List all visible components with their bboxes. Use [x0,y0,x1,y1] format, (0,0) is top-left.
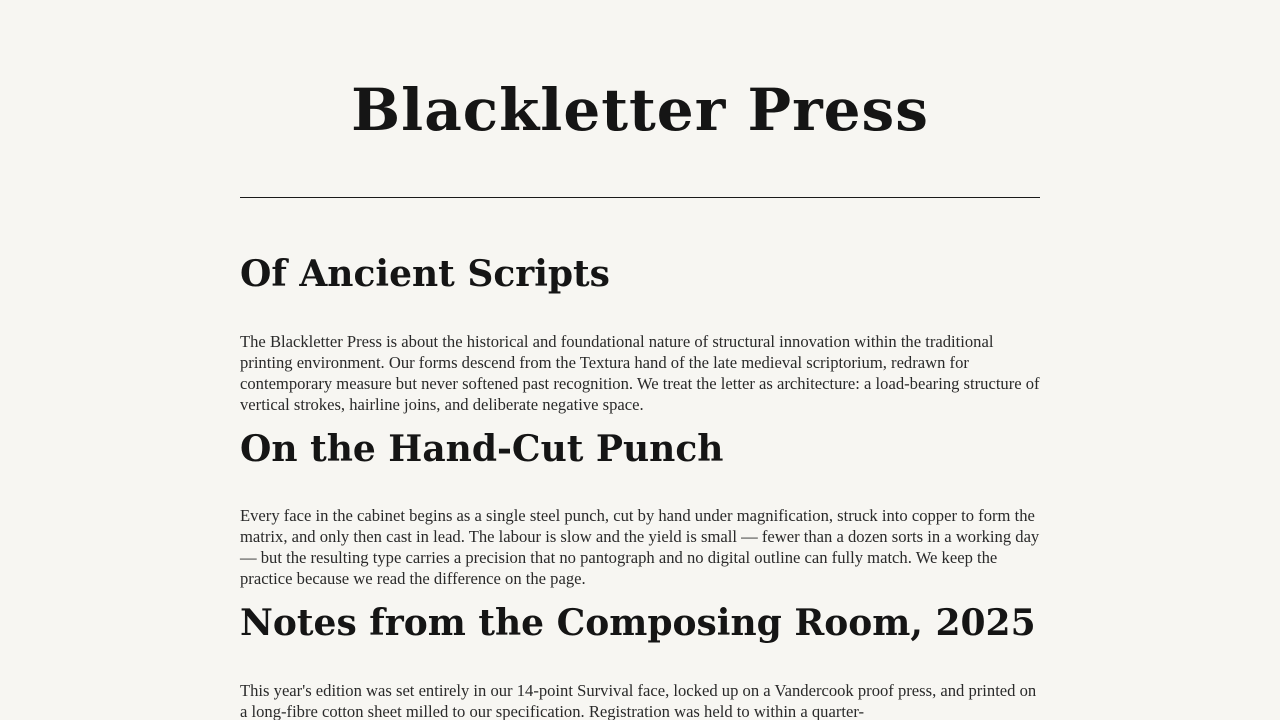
section-body-hand-cut-punch: Every face in the cabinet begins as a single steel punch, cut by hand under magnification, struck into copper to form the matrix, and only then cast in lead. The labour is slow and the yield is small — fewer than a dozen sorts in a working day — but the resulting type carries a precision that no pantograph and no digital outline can fully match. We keep the practice because we read the difference on the page. [240,506,1040,588]
site-title: Blackletter Press [351,76,929,144]
section-heading-composing-room: Notes from the Composing Room, 2025 [240,602,1036,644]
section-body-composing-room: This year's edition was set entirely in our 14-point Survival face, locked up on a Vandercook proof press, and printed on a long-fibre cotton sheet milled to our specification. Registration was held to within a quarter- [240,681,1037,720]
section-body-ancient-scripts: The Blackletter Press is about the historical and foundational nature of structural innovation within the traditional printing environment. Our forms descend from the Textura hand of the late medieval scriptorium, redrawn for contemporary measure but never softened past recognition. We treat the letter as architecture: a load-bearing structure of vertical strokes, hairline joins, and deliberate negative space. [240,332,1040,414]
section-heading-hand-cut-punch: On the Hand-Cut Punch [240,428,724,470]
masthead [240,0,1040,198]
section-heading-ancient-scripts: Of Ancient Scripts [240,253,610,295]
